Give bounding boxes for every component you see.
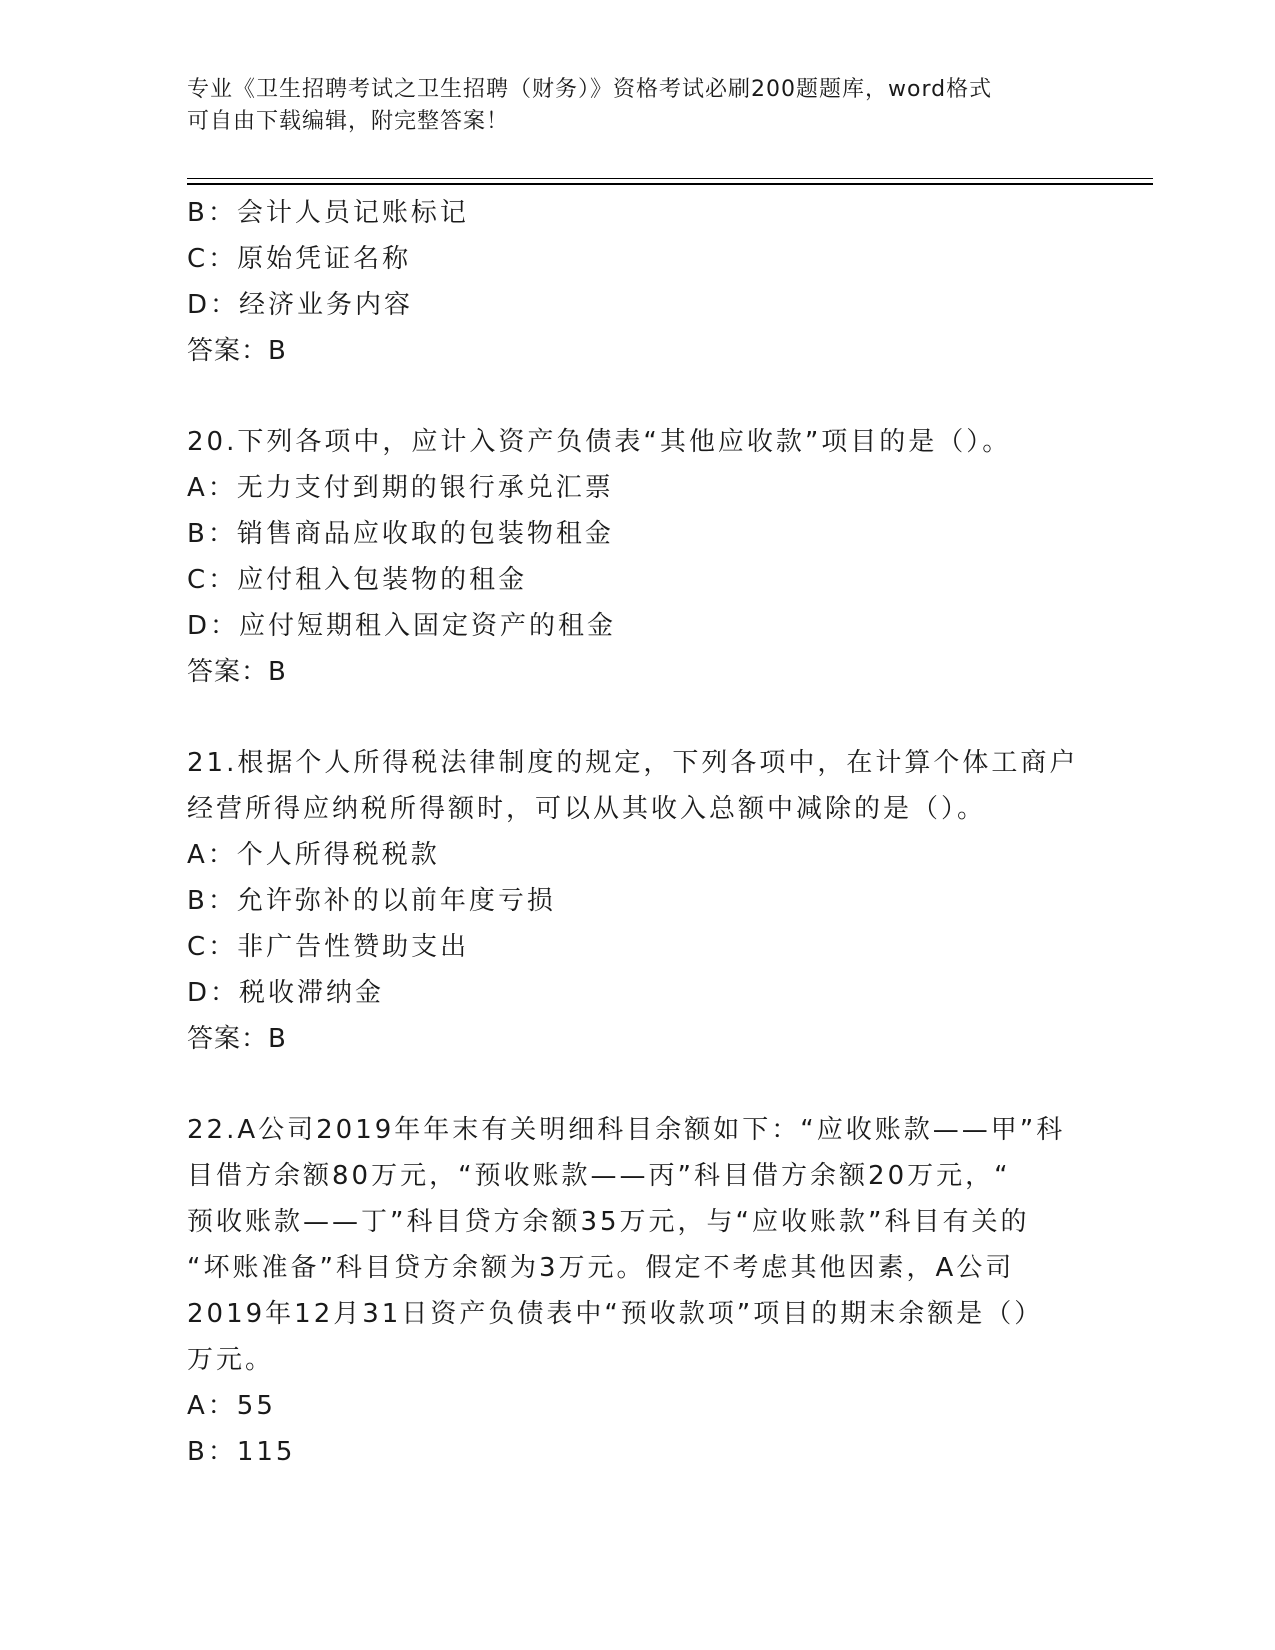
question-stem-line-3: 预收账款——丁”科目贷方余额35万元，与“应收账款”科目有关的 xyxy=(187,1207,1030,1237)
question-stem-line-2: 目借方余额80万元，“预收账款——丙”科目借方余额20万元，“ xyxy=(187,1161,1011,1191)
question-stem-line-4: “坏账准备”科目贷方余额为3万元。假定不考虑其他因素，A公司 xyxy=(187,1253,1015,1283)
answer-line: 答案：B xyxy=(187,657,287,687)
header-rule-thick xyxy=(187,183,1153,185)
question-stem-line-1: 22.A公司2019年年末有关明细科目余额如下：“应收账款——甲”科 xyxy=(187,1115,1066,1145)
option-d: D：经济业务内容 xyxy=(187,290,414,320)
option-b: B：允许弥补的以前年度亏损 xyxy=(187,886,556,916)
question-stem-line-6: 万元。 xyxy=(187,1345,275,1375)
option-b: B：会计人员记账标记 xyxy=(187,198,469,228)
option-d: D：应付短期租入固定资产的租金 xyxy=(187,611,617,641)
option-a: A：个人所得税税款 xyxy=(187,840,440,870)
option-c: C：非广告性赞助支出 xyxy=(187,932,470,962)
option-b: B：销售商品应收取的包装物租金 xyxy=(187,519,614,549)
option-d: D：税收滞纳金 xyxy=(187,978,385,1008)
document-body xyxy=(187,190,1087,1475)
option-b: B：115 xyxy=(187,1437,296,1467)
question-stem-line-2: 经营所得应纳税所得额时，可以从其收入总额中减除的是（）。 xyxy=(187,794,987,824)
question-21 xyxy=(187,740,1087,1062)
header-line-1: 专业《卫生招聘考试之卫生招聘（财务）》资格考试必刷200题题库，word格式 xyxy=(187,77,993,102)
option-c: C：原始凭证名称 xyxy=(187,244,412,274)
answer-line: 答案：B xyxy=(187,336,287,366)
option-a: A：55 xyxy=(187,1391,276,1421)
option-c: C：应付租入包装物的租金 xyxy=(187,565,528,595)
question-stem-line-5: 2019年12月31日资产负债表中“预收款项”项目的期末余额是（） xyxy=(187,1299,1044,1329)
header-rule-thin xyxy=(187,178,1153,179)
question-stem-line-1: 21.根据个人所得税法律制度的规定，下列各项中，在计算个体工商户 xyxy=(187,748,1079,778)
question-22 xyxy=(187,1107,1087,1475)
option-a: A：无力支付到期的银行承兑汇票 xyxy=(187,473,614,503)
question-fragment xyxy=(187,190,1087,374)
question-20 xyxy=(187,419,1087,695)
document-header xyxy=(187,74,1087,138)
question-stem: 20.下列各项中，应计入资产负债表“其他应收款”项目的是（）。 xyxy=(187,427,1012,457)
answer-line: 答案：B xyxy=(187,1024,287,1054)
header-line-2: 可自由下载编辑，附完整答案！ xyxy=(187,109,510,134)
